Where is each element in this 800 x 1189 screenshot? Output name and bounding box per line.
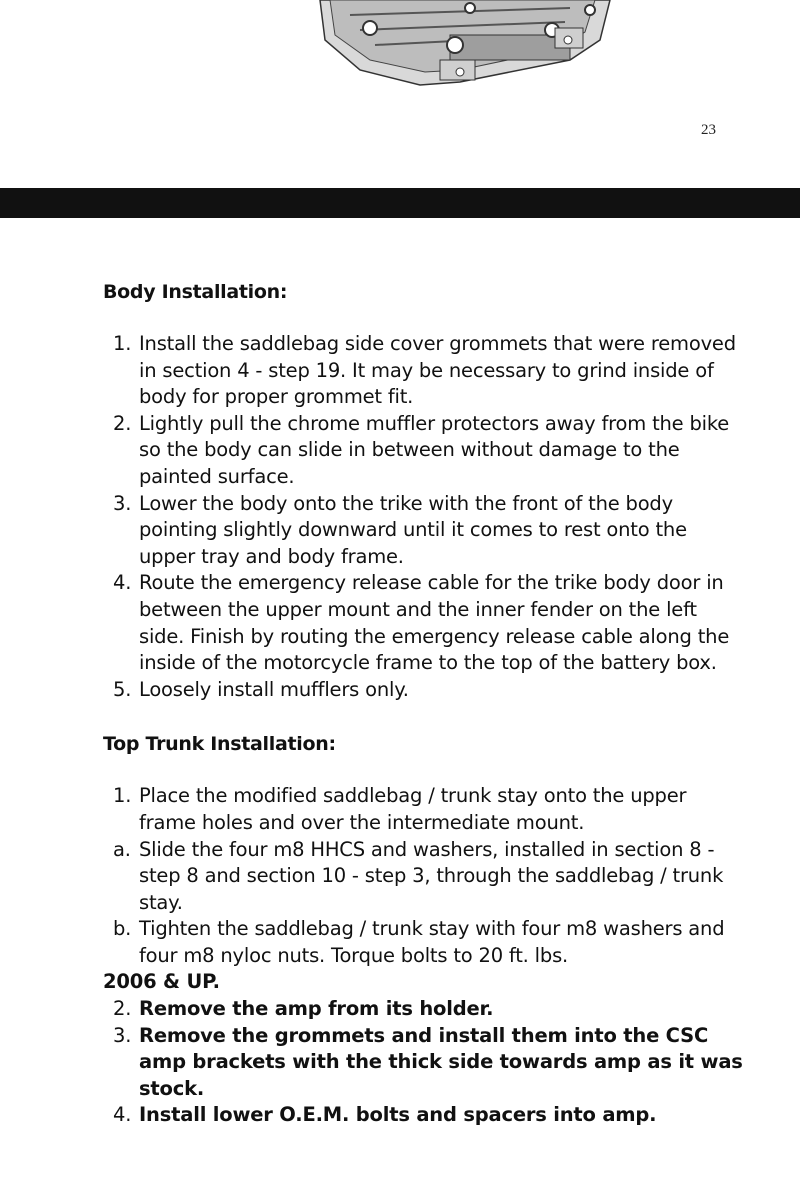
list-item-text: Lower the body onto the trike with the front of the body pointing slightly downward until it comes to rest onto the upper tray and body frame. <box>139 491 687 568</box>
list-item <box>103 916 743 969</box>
list-item <box>103 837 743 917</box>
list-marker: 4. <box>113 1103 132 1127</box>
header-band <box>0 188 800 218</box>
list-item-text: Place the modified saddlebag / trunk stay onto the upper frame holes and over the intermediate mount. <box>139 784 687 834</box>
list-item-text: Lightly pull the chrome muffler protectors away from the bike so the body can slide in between without damage to the painted surface. <box>139 411 730 488</box>
list-item-text: Install lower O.E.M. bolts and spacers into amp. <box>139 1103 657 1127</box>
list-marker: 5. <box>113 677 132 701</box>
list-item <box>103 491 743 571</box>
body-installation-heading: Body Installation: <box>103 281 288 303</box>
list-marker: 4. <box>113 571 132 595</box>
model-year-subheading: 2006 & UP. <box>103 970 220 994</box>
tray-assembly-illustration <box>300 0 620 95</box>
list-item <box>103 570 743 676</box>
list-item-text: Slide the four m8 HHCS and washers, installed in section 8 - step 8 and section 10 - step 3, through the saddlebag / trunk stay. <box>139 837 724 914</box>
list-item-text: Remove the grommets and install them into the CSC amp brackets with the thick side towards amp as it was stock. <box>139 1023 743 1100</box>
instructions-content <box>103 279 743 1129</box>
list-item <box>103 1102 743 1129</box>
list-item-text: Route the emergency release cable for the trike body door in between the upper mount and the inner fender on the left side. Finish by routing the emergency release cable along the inside of the motorcycle frame to the top of the battery box. <box>139 571 730 675</box>
list-item-text: Tighten the saddlebag / trunk stay with four m8 washers and four m8 nyloc nuts. Torque bolts to 20 ft. lbs. <box>139 917 725 967</box>
list-item-text: Loosely install mufflers only. <box>139 677 409 701</box>
page-number: 23 <box>701 122 716 138</box>
list-item <box>103 331 743 411</box>
list-item <box>103 996 743 1023</box>
list-marker: 1. <box>113 784 132 808</box>
amp-instructions-list <box>103 996 743 1129</box>
list-marker: 3. <box>113 1023 132 1047</box>
list-marker: 1. <box>113 332 132 355</box>
list-marker: b. <box>113 917 132 941</box>
list-marker: 2. <box>113 411 132 435</box>
list-marker: 2. <box>113 997 132 1021</box>
body-installation-list <box>103 331 743 703</box>
list-item-text: Remove the amp from its holder. <box>139 997 494 1021</box>
list-item-text: Install the saddlebag side cover grommets that were removed in section 4 - step 19. It may be necessary to grind inside of body for proper grommet fit. <box>139 332 736 409</box>
list-item <box>103 783 743 836</box>
top-trunk-installation-heading: Top Trunk Installation: <box>103 733 336 756</box>
top-trunk-installation-list <box>103 783 743 969</box>
list-marker: a. <box>113 837 131 861</box>
list-item <box>103 411 743 491</box>
list-item <box>103 677 743 704</box>
list-item <box>103 1023 743 1103</box>
list-marker: 3. <box>113 491 132 515</box>
